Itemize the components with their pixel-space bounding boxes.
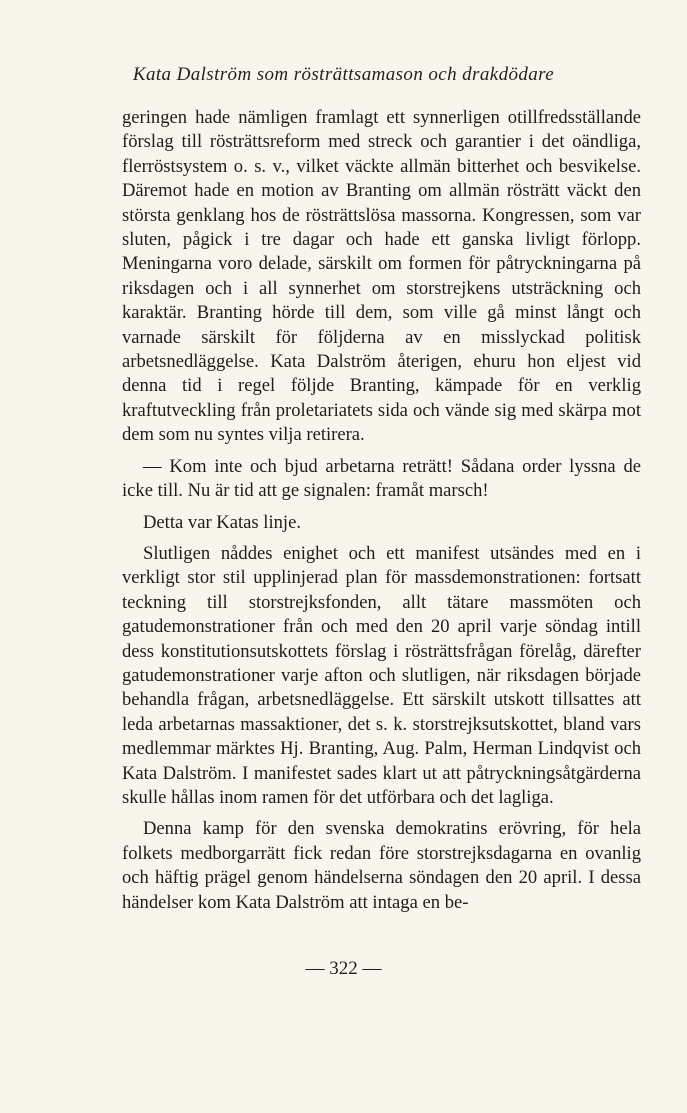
page-number: — 322 —	[305, 958, 382, 979]
paragraph-5: Denna kamp för den svenska demokratins erövring, för hela folkets medborgarrätt fick redan före storstrejksdagarna en ovanlig och häftig prägel genom händelserna söndagen den 20 april. I dessa händelser kom Kata Dalström att intaga en be-	[122, 818, 641, 913]
paragraph-1: geringen hade nämligen framlagt ett synnerligen otillfredsställande förslag till rösträttsreform med streck och garantier i det oändliga, flerröstsystem o. s. v., vilket väckte allmän bitterhet och besvikelse. Däremot hade en motion av Branting om allmän rösträtt väckt den största genklang hos de rösträttslösa massorna. Kongressen, som var sluten, pågick i tre dagar och hade ett ganska livligt förlopp. Meningarna voro delade, särskilt om formen för påtryckningarna på riksdagen och i all synnerhet om storstrejkens utsträckning och karaktär. Branting hörde till dem, som ville gå minst långt och varnade särskilt för följderna av en misslyckad politisk arbetsnedläggelse. Kata Dalström återigen, ehuru hon eljest vid denna tid i regel följde Branting, kämpade för en verklig kraftutveckling från proletariatets sida och vände sig med skärpa mot dem som nu syntes vilja retirera.	[122, 107, 641, 446]
paragraph-4: Slutligen nåddes enighet och ett manifest utsändes med en i verkligt stor stil upplinjerad plan för massdemonstrationen: fortsatt teckning till storstrejksfonden, allt tätare massmöten och gatudemonstrationer från och med den 20 april varje söndag intill dess konstitutionsutskottets förslag i rösträttsfrågan förelåg, därefter gatudemonstrationer varje afton och slutligen, när riksdagen började behandla frågan, arbetsnedläggelse. Ett särskilt utskott tillsattes att leda arbetarnas massaktioner, det s. k. storstrejksutskottet, bland vars medlemmar märktes Hj. Branting, Aug. Palm, Herman Lindqvist och Kata Dalström. I manifestet sades klart ut att påtryckningsåtgärderna skulle hållas inom ramen för det utförbara och det lagliga.	[122, 542, 641, 808]
running-head: Kata Dalström som rösträttsamason och drakdödare	[132, 64, 555, 85]
body-text	[122, 106, 641, 922]
paragraph-3: Detta var Katas linje.	[143, 511, 301, 533]
paragraph-2-quote: — Kom inte och bjud arbetarna reträtt! Sådana order lyssna de icke till. Nu är tid att ge signalen: framåt marsch!	[122, 455, 641, 502]
